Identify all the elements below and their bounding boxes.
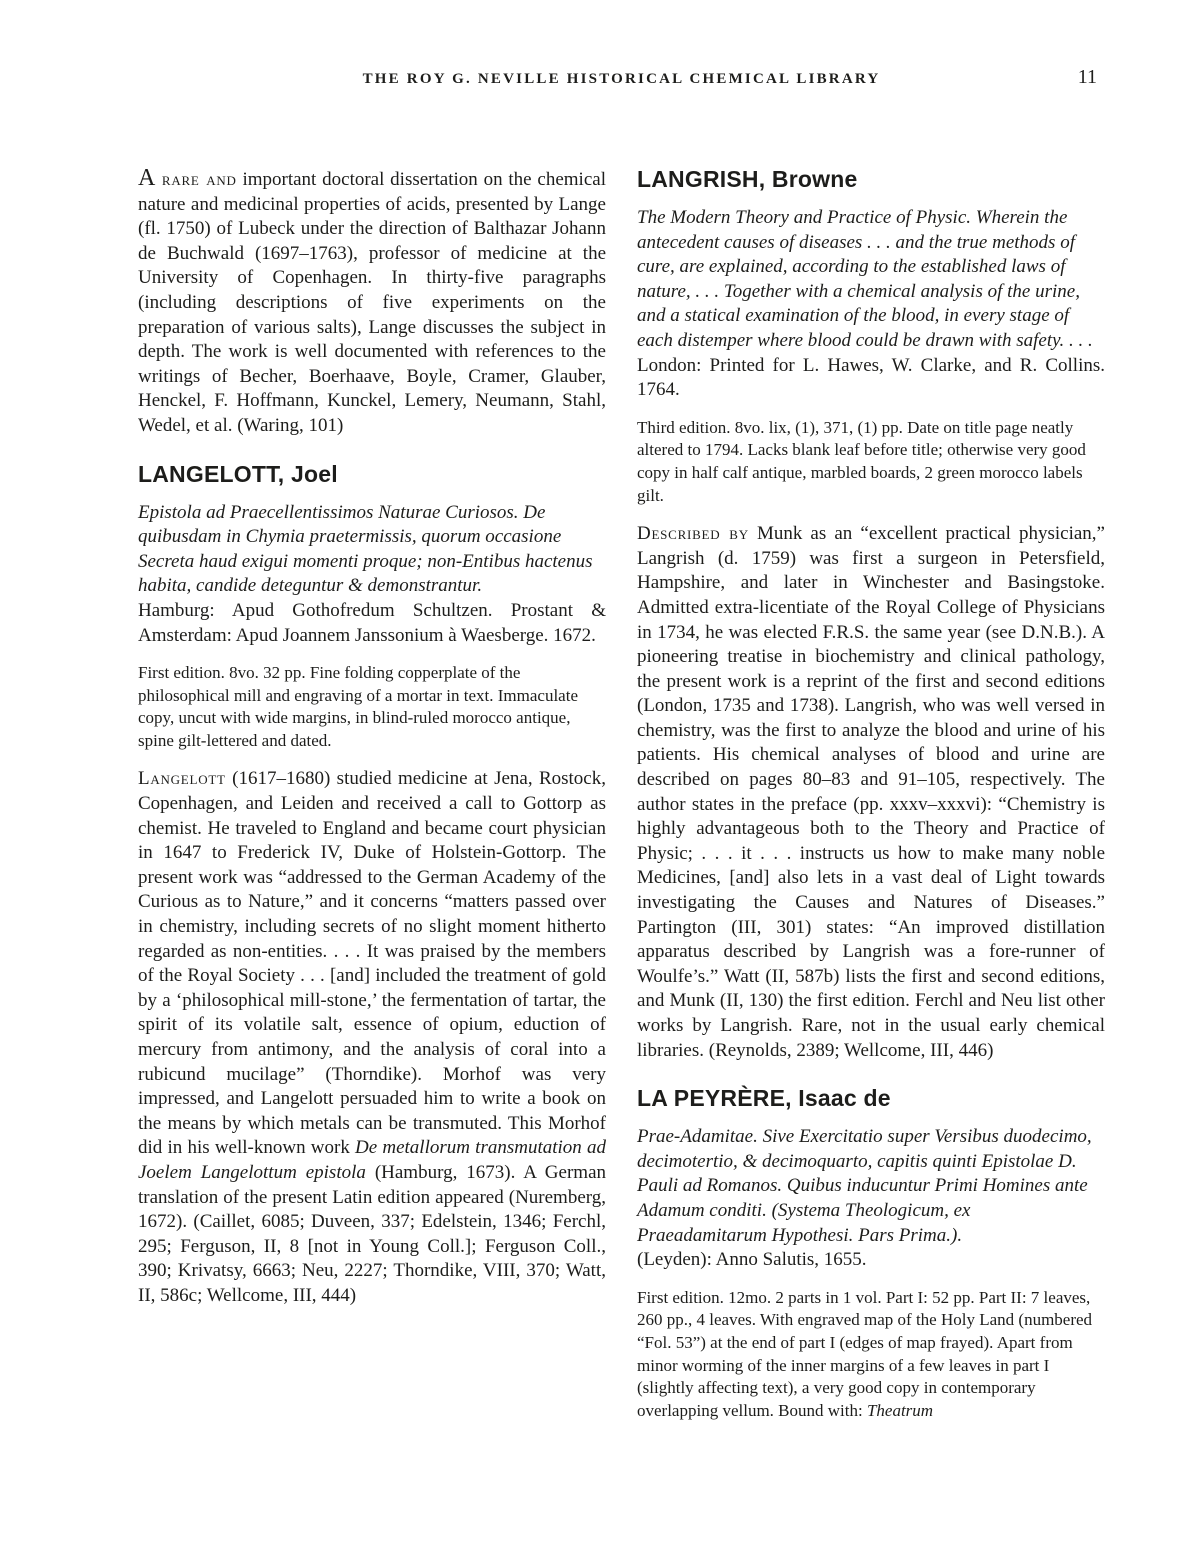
note-text: First edition. 12mo. 2 parts in 1 vol. Part I: 52 pp. Part II: 7 leaves, 260 pp., 4 leaves. With engraved map of the Holy Land (numbered “Fol. 53”) at the end of part I (edges of map frayed). Apart from minor worming of the inner margins of a few leaves in part I (slightly affecting text), a very good copy in contemporary overlapping vellum. Bound with: (637, 1287, 1093, 1420)
description-text: Munk as an “excellent practical physician,” Langrish (d. 1759) was first a surgeon in Petersfield, Hampshire, and later in Winchester and Basingstoke. Admitted extra-licentiate of the Royal College of Physicians in 1734, he was elected F.R.S. the same year (see D.N.B.). A pioneering treatise in biochemistry and clinical pathology, the present work is a reprint of the first and second editions (London, 1735 and 1738). Langrish, who was well versed in chemistry, was the first to analyze the blood and urine of his patients. His chemical analyses of blood and urine are described on pages 80–83 and 91–105, respectively. The author states in the preface (pp. xxxv–xxxvi): “Chemistry is highly advantageous both to the Theory and Practice of Physic; . . . it . . . instructs us how to make many noble Medicines, [and] also lets in a vast deal of Light towards investigating the Causes and Natures of Diseases.” Partington (III, 301) states: “An improved distillation apparatus described by Langrish was a fore-runner of Woulfe’s.” Watt (II, 587b) lists the first and second editions, and Munk (II, 130) the first edition. Ferchl and Neu list other works by Langrish. Rare, not in the usual early chemical libraries. (Reynolds, 2389; Wellcome, III, 446) (637, 523, 1105, 1061)
entry-heading-langrish: LANGRISH, Browne (637, 166, 858, 192)
left-column (138, 166, 606, 1422)
description-text: (1617–1680) studied medicine at Jena, Rostock, Copenhagen, and Leiden and received a call to Gottorp as chemist. He traveled to England and became court physician in 1647 to Frederick IV, Duke of Holstein-Gottorp. The present work was “addressed to the German Academy of the Curious as to Nature,” and it concerns “matters passed over in chemistry, including secrets of no slight moment hitherto regarded as non-entities. . . . It was praised by the members of the Royal Society . . . [and] included the treatment of gold by a ‘philosophical mill-stone,’ the fermentation of tartar, the spirit of its volatile salt, essence of opium, eduction of mercury from antimony, and the analysis of coral into a rubicund mucilage” (Thorndike). Morhof was very impressed, and Langelott persuaded him to write a book on the means by which metals can be transmuted. This Morhof did in his well-known work (138, 768, 606, 1159)
collation-note: First edition. 8vo. 32 pp. Fine folding copperplate of the philosophical mill and engraving of a mortar in text. Immaculate copy, uncut with wide margins, in blind-ruled morocco antique, spine gilt-lettered and dated. (138, 663, 578, 750)
imprint-line: London: Printed for L. Hawes, W. Clarke, and R. Collins. 1764. (637, 354, 1105, 401)
small-caps-opening: rare and (155, 169, 237, 190)
collation-note (637, 1287, 1105, 1423)
entry-heading-langelott: LANGELOTT, Joel (138, 460, 338, 487)
description-text: important doctoral dissertation on the chemical nature and medicinal properties of acids, presented by Lange (fl. 1750) of Lubeck under the direction of Balthazar Johann de Buchwald (1697–1763), professor of medicine at the University of Copenhagen. In thirty-five paragraphs (including descriptions of five experiments on the preparation of various salts), Lange discusses the subject in depth. The work is well documented with references to the writings of Becher, Boerhaave, Boyle, Cramer, Glauber, Henckel, F. Hoffmann, Kunckel, Lemery, Neumann, Stahl, Wedel, et al. (Waring, 101) (138, 169, 606, 436)
book-title: Epistola ad Praecellentissimos Naturae Curiosos. De quibusdam in Chymia praetermissis, quorum occasione Secreta haud exigui momenti proque; non-Entibus hactenus habita, candide deteguntur & demonstrantur. (138, 501, 593, 597)
entry-langrish-description (637, 522, 1105, 1063)
small-caps-opening: Langelott (138, 768, 226, 790)
two-column-layout (138, 166, 1105, 1422)
entry-langelott-title-block (138, 501, 606, 649)
imprint-line: Hamburg: Apud Gothofredum Schultzen. Prostant & Amsterdam: Apud Joannem Janssonium à Waesberge. 1672. (138, 599, 606, 646)
book-title: The Modern Theory and Practice of Physic. Wherein the antecedent causes of diseases . . . and the true methods of cure, are explained, according to the established laws of nature, . . . Together with a chemical analysis of the urine, and a statical examination of the blood, in every stage of each distemper where blood could be drawn with safety. . . . (637, 207, 1093, 351)
cited-work-title: De metallorum transmutation ad Joelem Langelottum epistola (138, 1137, 606, 1183)
entry-lapeyrere-title-block (637, 1125, 1105, 1273)
page-header-title: THE ROY G. NEVILLE HISTORICAL CHEMICAL LIBRARY (362, 71, 881, 87)
entry-heading-lapeyrere: LA PEYRÈRE, Isaac de (637, 1085, 891, 1112)
book-title: Prae-Adamitae. Sive Exercitatio super Versibus duodecimo, decimotertio, & decimoquarto, capitis quinti Epistolae D. Pauli ad Romanos. Quibus inducuntur Primi Homines ante Adamum conditi. (Systema Theologicum, ex Praeadamitarum Hypothesi. Pars Prima.). (637, 1126, 1092, 1246)
bound-with-title: Theatrum (866, 1400, 934, 1420)
page-number: 11 (1077, 66, 1097, 88)
imprint-line: (Leyden): Anno Salutis, 1655. (637, 1249, 867, 1271)
description-text: (Hamburg, 1673). A German translation of the present Latin edition appeared (Nuremberg, 1672). (Caillet, 6085; Duveen, 337; Edelstein, 1346; Ferchl, 295; Ferguson, II, 8 [not in Young Coll.]; Ferguson Coll., 390; Krivatsy, 6663; Neu, 2227; Thorndike, VIII, 370; Watt, II, 586c; Wellcome, III, 444) (138, 1161, 606, 1306)
entry-langelott-description (138, 767, 606, 1308)
lead-capital: A (138, 165, 156, 191)
small-caps-opening: Described by (637, 523, 749, 545)
running-header (138, 66, 1105, 100)
right-column (637, 166, 1105, 1422)
entry-lange-description (138, 166, 606, 439)
collation-note: Third edition. 8vo. lix, (1), 371, (1) pp. Date on title page neatly altered to 1794. Lacks blank leaf before title; otherwise very good copy in half calf antique, marbled boards, 2 green morocco labels gilt. (637, 417, 1086, 505)
entry-langrish-title-block (637, 206, 1105, 403)
